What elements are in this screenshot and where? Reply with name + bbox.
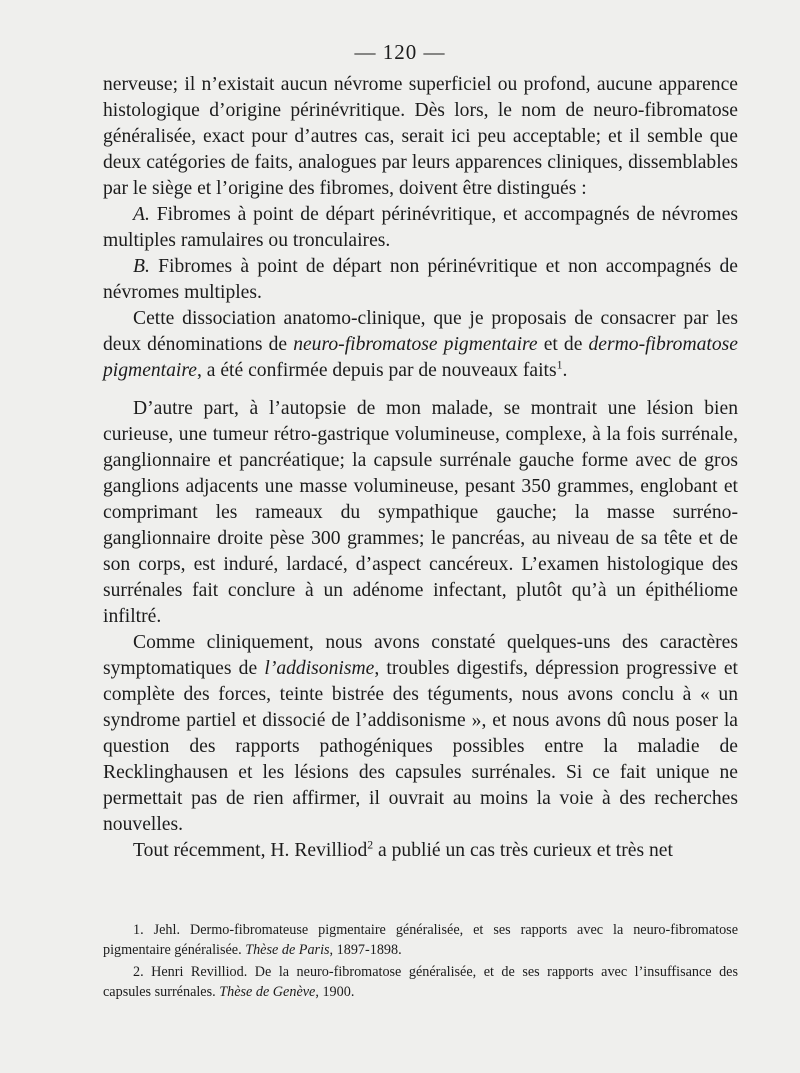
paragraph-text: Tout récemment, H. Revilliod [133,840,368,861]
paragraph-text: . [562,360,568,381]
term-addisonisme: l’addisonisme [264,658,375,679]
paragraph-dissociation [103,306,738,384]
item-a-text: Fibromes à point de départ périnévritique, et accompagnés de névromes multiples ramulaires ou tronculaires. [103,204,738,251]
paragraph-text: et de [543,334,583,355]
term-dermo-fibromatose: dermo-fibromatose pigmentaire [103,334,738,381]
paragraph-text: Cette dissociation anatomo-clinique, que je proposais de consacrer par les deux dénominations de [103,308,738,355]
item-a [103,202,738,254]
item-b-text: Fibromes à point de départ non périnévritique et non accompagnés de névromes multiples. [103,256,739,303]
footnote-title: Thèse de Genève [219,984,316,1000]
footnote-text: , 1900. [315,984,355,1000]
page-number: — 120 — [354,40,446,64]
footnote-title: Thèse de Paris [245,942,330,958]
footnote-1 [103,920,738,960]
paragraph-text: , a été confirmée depuis par de nouveaux faits [196,360,557,381]
item-b-label: B. [133,256,150,277]
term-neuro-fibromatose: neuro-fibromatose pigmentaire [293,334,538,355]
footnotes [103,920,738,1004]
item-a-label: A. [133,204,150,225]
footnote-text: , 1897-1898. [329,942,402,958]
paragraph-continuation: nerveuse; il n’existait aucun névrome superficiel ou profond, aucune apparence histologique d’origine périnévritique. Dès lors, le nom de neuro-fibromatose généralisée, exact pour d’autres cas, serait ici peu acceptable; et il semble que deux catégories de faits, analogues par leurs apparences cliniques, dissemblables par le siège et l’origine des fibromes, doivent être distingués : [103,74,738,199]
footnote-2 [103,962,738,1002]
item-b [103,254,738,306]
main-text [103,72,738,864]
paragraph-text: , troubles digestifs, dépression progressive et complète des forces, teinte bistrée des téguments, nous avons conclu à « un syndrome partiel et dissocié de l’addisonisme », et nous avons dû nous poser la question des rapports pathogéniques possibles entre la maladie de Recklinghausen et les lésions des capsules surrénales. Si ce fait unique ne permettait pas de rien affirmer, il ouvrait au moins la voie à des recherches nouvelles. [103,658,738,835]
footnote-ref-1: 1 [556,358,563,372]
paragraph-autopsie: D’autre part, à l’autopsie de mon malade, se montrait une lésion bien curieuse, une tumeur rétro-gastrique volumineuse, complexe, à la fois surrénale, ganglionnaire et pancréatique; la capsule surrénale gauche forme avec de gros ganglions adjacents une masse volumineuse, pesant 350 grammes, englobant et comprimant les rameaux du sympathique gauche; la masse surréno-ganglionnaire droite pèse 300 grammes; le pancréas, au niveau de sa tête et de son corps, est induré, lardacé, d’aspect cancéreux. L’examen histologique des surrénales fait conclure à un adénome infectant, plutôt qu’à un épithéliome infiltré. [103,398,738,627]
paragraph-addisonisme [103,630,738,838]
paragraph-text: Comme cliniquement, nous avons constaté quelques-uns des caractères symptomatiques de [103,632,738,679]
footnote-text: 1. Jehl. Dermo-fibromateuse pigmentaire généralisée, et ses rapports avec la neuro-fibromatose pigmentaire généralisée. [103,922,738,958]
paragraph-revilliod [103,838,738,864]
paragraph-text: a publié un cas très curieux et très net [378,840,673,861]
footnote-ref-2: 2 [367,838,374,852]
footnote-text: 2. Henri Revilliod. De la neuro-fibromatose généralisée, et de ses rapports avec l’insuffisance des capsules surrénales. [103,964,738,1000]
